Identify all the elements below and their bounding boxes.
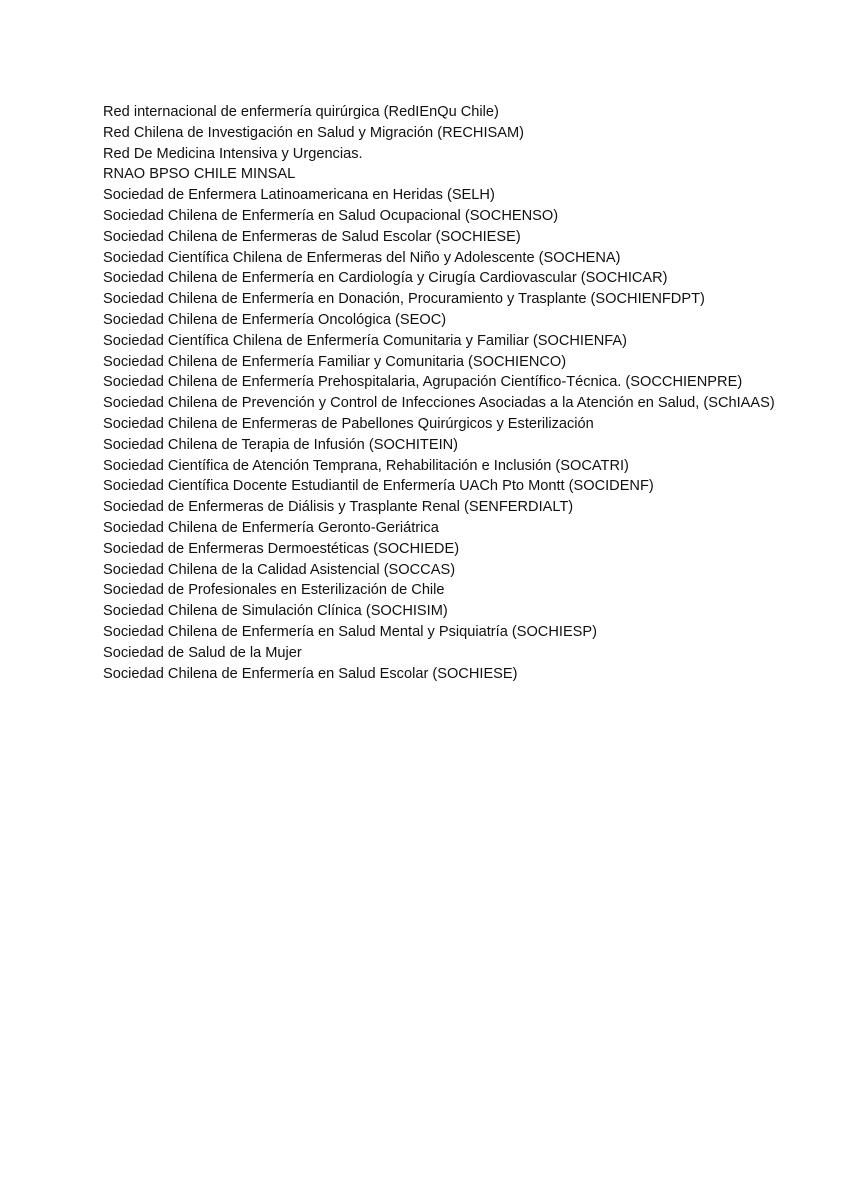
list-item: Sociedad Chilena de Prevención y Control de Infecciones Asociadas a la Atención en Salud, (SChIAAS)	[103, 395, 775, 412]
list-item: Sociedad de Salud de la Mujer	[103, 644, 302, 661]
list-item: Sociedad de Profesionales en Esterilización de Chile	[103, 582, 445, 599]
list-item: Sociedad Chilena de Enfermería Prehospitalaria, Agrupación Científico-Técnica. (SOCCHIENPRE)	[103, 374, 743, 391]
list-item: Sociedad Científica Docente Estudiantil de Enfermería UACh Pto Montt (SOCIDENF)	[103, 478, 654, 495]
list-item: Sociedad Chilena de Enfermería en Salud Escolar (SOCHIESE)	[103, 665, 518, 682]
list-item: Sociedad Chilena de Enfermeras de Salud Escolar (SOCHIESE)	[103, 228, 521, 245]
list-item: Sociedad Chilena de Enfermería en Cardiología y Cirugía Cardiovascular (SOCHICAR)	[103, 270, 668, 287]
list-item: Sociedad de Enfermeras de Diálisis y Trasplante Renal (SENFERDIALT)	[103, 499, 574, 516]
list-item: Sociedad Chilena de Enfermería en Salud Ocupacional (SOCHENSO)	[103, 207, 559, 224]
list-item: Sociedad Chilena de Enfermería Oncológica (SEOC)	[103, 311, 447, 328]
list-item: Sociedad Chilena de Enfermería en Salud Mental y Psiquiatría (SOCHIESP)	[103, 623, 597, 640]
list-item: Red De Medicina Intensiva y Urgencias.	[103, 145, 363, 162]
list-item: RNAO BPSO CHILE MINSAL	[103, 166, 296, 183]
list-item: Sociedad Chilena de la Calidad Asistencial (SOCCAS)	[103, 561, 456, 578]
list-item: Sociedad Chilena de Enfermería Geronto-Geriátrica	[103, 519, 439, 536]
list-item: Sociedad de Enfermeras Dermoestéticas (SOCHIEDE)	[103, 540, 460, 557]
list-item: Sociedad Chilena de Enfermería en Donación, Procuramiento y Trasplante (SOCHIENFDPT)	[103, 291, 705, 308]
list-item: Sociedad Chilena de Simulación Clínica (SOCHISIM)	[103, 603, 448, 620]
list-item: Sociedad Chilena de Enfermería Familiar y Comunitaria (SOCHIENCO)	[103, 353, 567, 370]
list-item: Sociedad Científica Chilena de Enfermería Comunitaria y Familiar (SOCHIENFA)	[103, 332, 627, 349]
list-item: Red internacional de enfermería quirúrgica (RedIEnQu Chile)	[103, 104, 499, 120]
list-item: Red Chilena de Investigación en Salud y Migración (RECHISAM)	[103, 124, 524, 141]
organization-list	[103, 102, 783, 684]
list-item: Sociedad Científica Chilena de Enfermeras del Niño y Adolescente (SOCHENA)	[103, 249, 621, 266]
list-item: Sociedad Chilena de Terapia de Infusión (SOCHITEIN)	[103, 436, 459, 453]
list-item: Sociedad Científica de Atención Temprana, Rehabilitación e Inclusión (SOCATRI)	[103, 457, 629, 474]
list-item: Sociedad de Enfermera Latinoamericana en Heridas (SELH)	[103, 187, 495, 204]
list-item: Sociedad Chilena de Enfermeras de Pabellones Quirúrgicos y Esterilización	[103, 415, 594, 432]
